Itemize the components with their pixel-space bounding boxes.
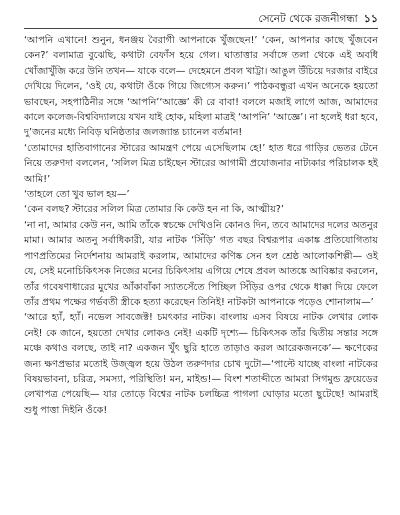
paragraph: ‘তোমাদের হাতিবাগানের স্টারের আমন্ত্রণ পেয়ে এসেছিলাম হে!’ হাত ধরে গাড়ির ভেতর টেনে নিয়ে তরুণদা বললেন, ‘সলিল মিত্র চাইছেন স্টারের আগামী প্রযোজনার নাট্যকার পরিচালক হই আমি!’ [24,142,378,185]
running-title: সেনেট থেকে রজনীগন্ধা [258,13,358,25]
body-text [24,33,378,418]
paragraph: ‘কেন বলছ? স্টারের সলিল মিত্র তোমার কি কেউ হন না কি, আত্মীয়?’ [24,204,284,216]
running-header [24,10,378,29]
page-number: ১১ [363,12,378,25]
paragraph: ‘তাহলে তো খুব ভাল হয়—’ [24,189,130,201]
paragraph: ‘না না, আমার কেউ নন, আমি তাঁকে স্বচক্ষে দেখিওনি কোনও দিন, তবে আমাদের দলের অতনুর মামা। আমার অতনু সর্বাধিকারী, যার নাটক ‘সিঁড়ি’ গত বছর বিশ্বরূপার একাঙ্ক প্রতিযোগিতায় পাণপ্রতিমের নির্দেশনায় আমরাই করলাম, আমাদের কণিষ্ক সেন হল শ্রেষ্ঠ আলোকশিল্পী— ওই যে, সেই মনোচিকিৎসক নিজের মনের চিকিৎসায় এগিয়ে শেষে প্রবল আতঙ্কে আবিষ্কার করলেন, তাঁর গবেষণাধারের মুখের আঁকাবাঁকা স্যাতসেঁতে পিচ্ছিল সিঁড়ির ওপর থেকে ধাক্কা দিয়ে ফেলে তাঁর প্রথম পক্ষের গর্ভবতী স্ত্রীকে হত্যা করেছেন তিনিই! নাটকটা আপনাকে পড়েও শোনালাম—’ [24,219,378,308]
paragraph: ‘আরে হ্যাঁ, হ্যাঁ। নভেল সাবজেক্ট! চমৎকার নাটক। বাংলায় এসব বিষয়ে নাটক লেখার লোক নেই! কে জানে, হয়তো দেখার লোকও নেই! একটি দৃশ্যে— চিকিৎসক তাঁর দ্বিতীয় সন্তার সঙ্গে মঞ্চে কথাও বলছে, তাই না? একজন খুঁৎ ছুরি হাতে তাড়াও করল আরেকজনকে’— ক্ষণেকের জন্য ক্ষণপ্রভার মতোই উজ্জ্বল হয়ে উঠল তরুণদার চোখ দুটো—‘পাল্টে যাচ্ছে বাংলা নাটকের বিষয়ভাবনা, চরিত্র, সমস্যা, পরিস্থিতি! মন, মাইন্ড!— বিংশ শতাব্দীতে আমরা সিগমুন্ড ফ্রয়েডের লেখাপত্র পেয়েছি— যার তোড়ে বিশ্বের নাটক চলচ্চিত্র পাগলা ঘোড়ার মতো ছুটেছে! আমরাই শুধু পাত্তা দিইনি ওঁকে! [24,312,378,416]
paragraph: ‘আপনি এখানে! শুনুন, ধনঞ্জয় বৈরাগী আপনাকে খুঁজছেন!’ ‘কেন, আপনার কাছে খুঁজবেন কেন?’ বলামাত্র বুঝেছি, কথাটা বেফাঁস হয়ে গেল। ঘাতাত্তার সর্বাঙ্গে তলা থেকে এই অবধি খোঁজাখুঁজি করে উনি তখন— যাকে বলে— দেহেমনে প্রবল খাট্টা। আঙুল উঁচিয়ে দরজার বাইরে দেখিয়ে দিলেন, ‘ওই যে, কথাটা ওঁকে গিয়ে জিগ্যেস করুন।’ পাঠকবন্ধুরা এখন অনেকে হয়তো ভাবছেন, সহপাঠিনীর সঙ্গে ‘আপনি’‘আজ্ঞে’ কী রে বাবা! বললে মজাই লাগে আজ, আমাদের কালে কলেজ-বিশ্ববিদ্যালয়ে যখন যাই হোক, মহিলা মাত্রই ‘আপনি’ ‘আজ্ঞে’। না হলেই ধরা হবে, দু’জনের মধ্যে নিবিড় ঘনিষ্ঠতার জলজ্যান্ত চ্যানেল বর্তমান! [24,35,378,139]
